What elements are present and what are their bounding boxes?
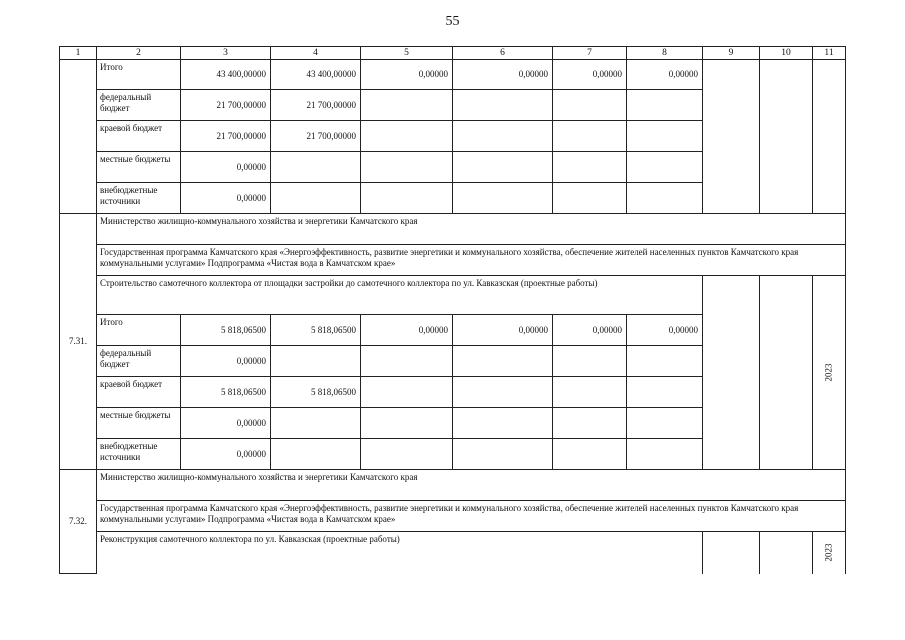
value-cell: 0,00000 — [627, 60, 703, 90]
project-text: Строительство самотечного коллектора от площадки застройки до самотечного коллектора по ул. Кавказская (проектные работы) — [97, 276, 703, 315]
table-row — [60, 214, 846, 245]
row-label: внебюджетные источники — [97, 183, 181, 214]
value-cell: 0,00000 — [553, 315, 627, 346]
value-cell: 21 700,00000 — [271, 121, 361, 152]
row-label: краевой бюджет — [97, 377, 181, 408]
value-cell: 0,00000 — [453, 315, 553, 346]
col-header: 11 — [813, 47, 846, 60]
value-cell: 5 818,06500 — [181, 377, 271, 408]
empty-cell — [703, 276, 760, 470]
ministry-text: Министерство жилищно-коммунального хозяйства и энергетики Камчатского края — [97, 470, 846, 501]
value-cell: 0,00000 — [181, 152, 271, 183]
value-cell: 5 818,06500 — [181, 315, 271, 346]
year-text: 2023 — [823, 543, 834, 562]
row-label: местные бюджеты — [97, 408, 181, 439]
item-number: 7.31. — [60, 214, 97, 470]
empty-cell — [703, 60, 760, 214]
row-label: внебюджетные источники — [97, 439, 181, 470]
col-header: 9 — [703, 47, 760, 60]
program-text: Государственная программа Камчатского края «Энергоэффективность, развитие энергетики и коммунального хозяйства, обеспечение жителей населенных пунктов Камчатского края коммунальными услугами» Подпрограмма «Чистая вода в Камчатском крае» — [97, 245, 846, 276]
row-label: краевой бюджет — [97, 121, 181, 152]
col-header: 8 — [627, 47, 703, 60]
row-number-cell — [60, 60, 97, 214]
col-header: 1 — [60, 47, 97, 60]
value-cell: 0,00000 — [453, 60, 553, 90]
col-header: 2 — [97, 47, 181, 60]
year-cell — [813, 532, 846, 574]
column-numbers-row — [60, 47, 846, 60]
empty-cell — [760, 276, 813, 470]
row-label: Итого — [97, 60, 181, 90]
value-cell: 21 700,00000 — [271, 90, 361, 121]
budget-table — [59, 46, 846, 574]
program-text: Государственная программа Камчатского края «Энергоэффективность, развитие энергетики и коммунального хозяйства, обеспечение жителей населенных пунктов Камчатского края коммунальными услугами» Подпрограмма «Чистая вода в Камчатском крае» — [97, 501, 846, 532]
row-label: федеральный бюджет — [97, 346, 181, 377]
project-text: Реконструкция самотечного коллектора по ул. Кавказская (проектные работы) — [97, 532, 703, 574]
col-header: 6 — [453, 47, 553, 60]
value-cell: 0,00000 — [361, 315, 453, 346]
year-cell — [813, 276, 846, 470]
value-cell: 43 400,00000 — [271, 60, 361, 90]
row-label: федеральный бюджет — [97, 90, 181, 121]
value-cell: 0,00000 — [181, 439, 271, 470]
value-cell: 21 700,00000 — [181, 90, 271, 121]
value-cell: 5 818,06500 — [271, 315, 361, 346]
table-row — [60, 245, 846, 276]
value-cell: 0,00000 — [181, 408, 271, 439]
year-text: 2023 — [823, 363, 834, 382]
col-header: 10 — [760, 47, 813, 60]
value-cell: 0,00000 — [553, 60, 627, 90]
value-cell: 0,00000 — [181, 183, 271, 214]
table-row — [60, 532, 846, 574]
col-header: 7 — [553, 47, 627, 60]
empty-cell — [703, 532, 760, 574]
row-label: Итого — [97, 315, 181, 346]
col-header: 5 — [361, 47, 453, 60]
table-row — [60, 60, 846, 90]
empty-cell — [760, 60, 813, 214]
empty-cell — [813, 60, 846, 214]
value-cell: 0,00000 — [627, 315, 703, 346]
page-number: 55 — [445, 14, 460, 29]
table-row — [60, 276, 846, 315]
col-header: 3 — [181, 47, 271, 60]
ministry-text: Министерство жилищно-коммунального хозяйства и энергетики Камчатского края — [97, 214, 846, 245]
value-cell: 5 818,06500 — [271, 377, 361, 408]
value-cell: 21 700,00000 — [181, 121, 271, 152]
value-cell: 0,00000 — [181, 346, 271, 377]
table-row — [60, 470, 846, 501]
table-row — [60, 501, 846, 532]
value-cell: 43 400,00000 — [181, 60, 271, 90]
empty-cell — [760, 532, 813, 574]
item-number: 7.32. — [60, 470, 97, 574]
col-header: 4 — [271, 47, 361, 60]
row-label: местные бюджеты — [97, 152, 181, 183]
value-cell: 0,00000 — [361, 60, 453, 90]
